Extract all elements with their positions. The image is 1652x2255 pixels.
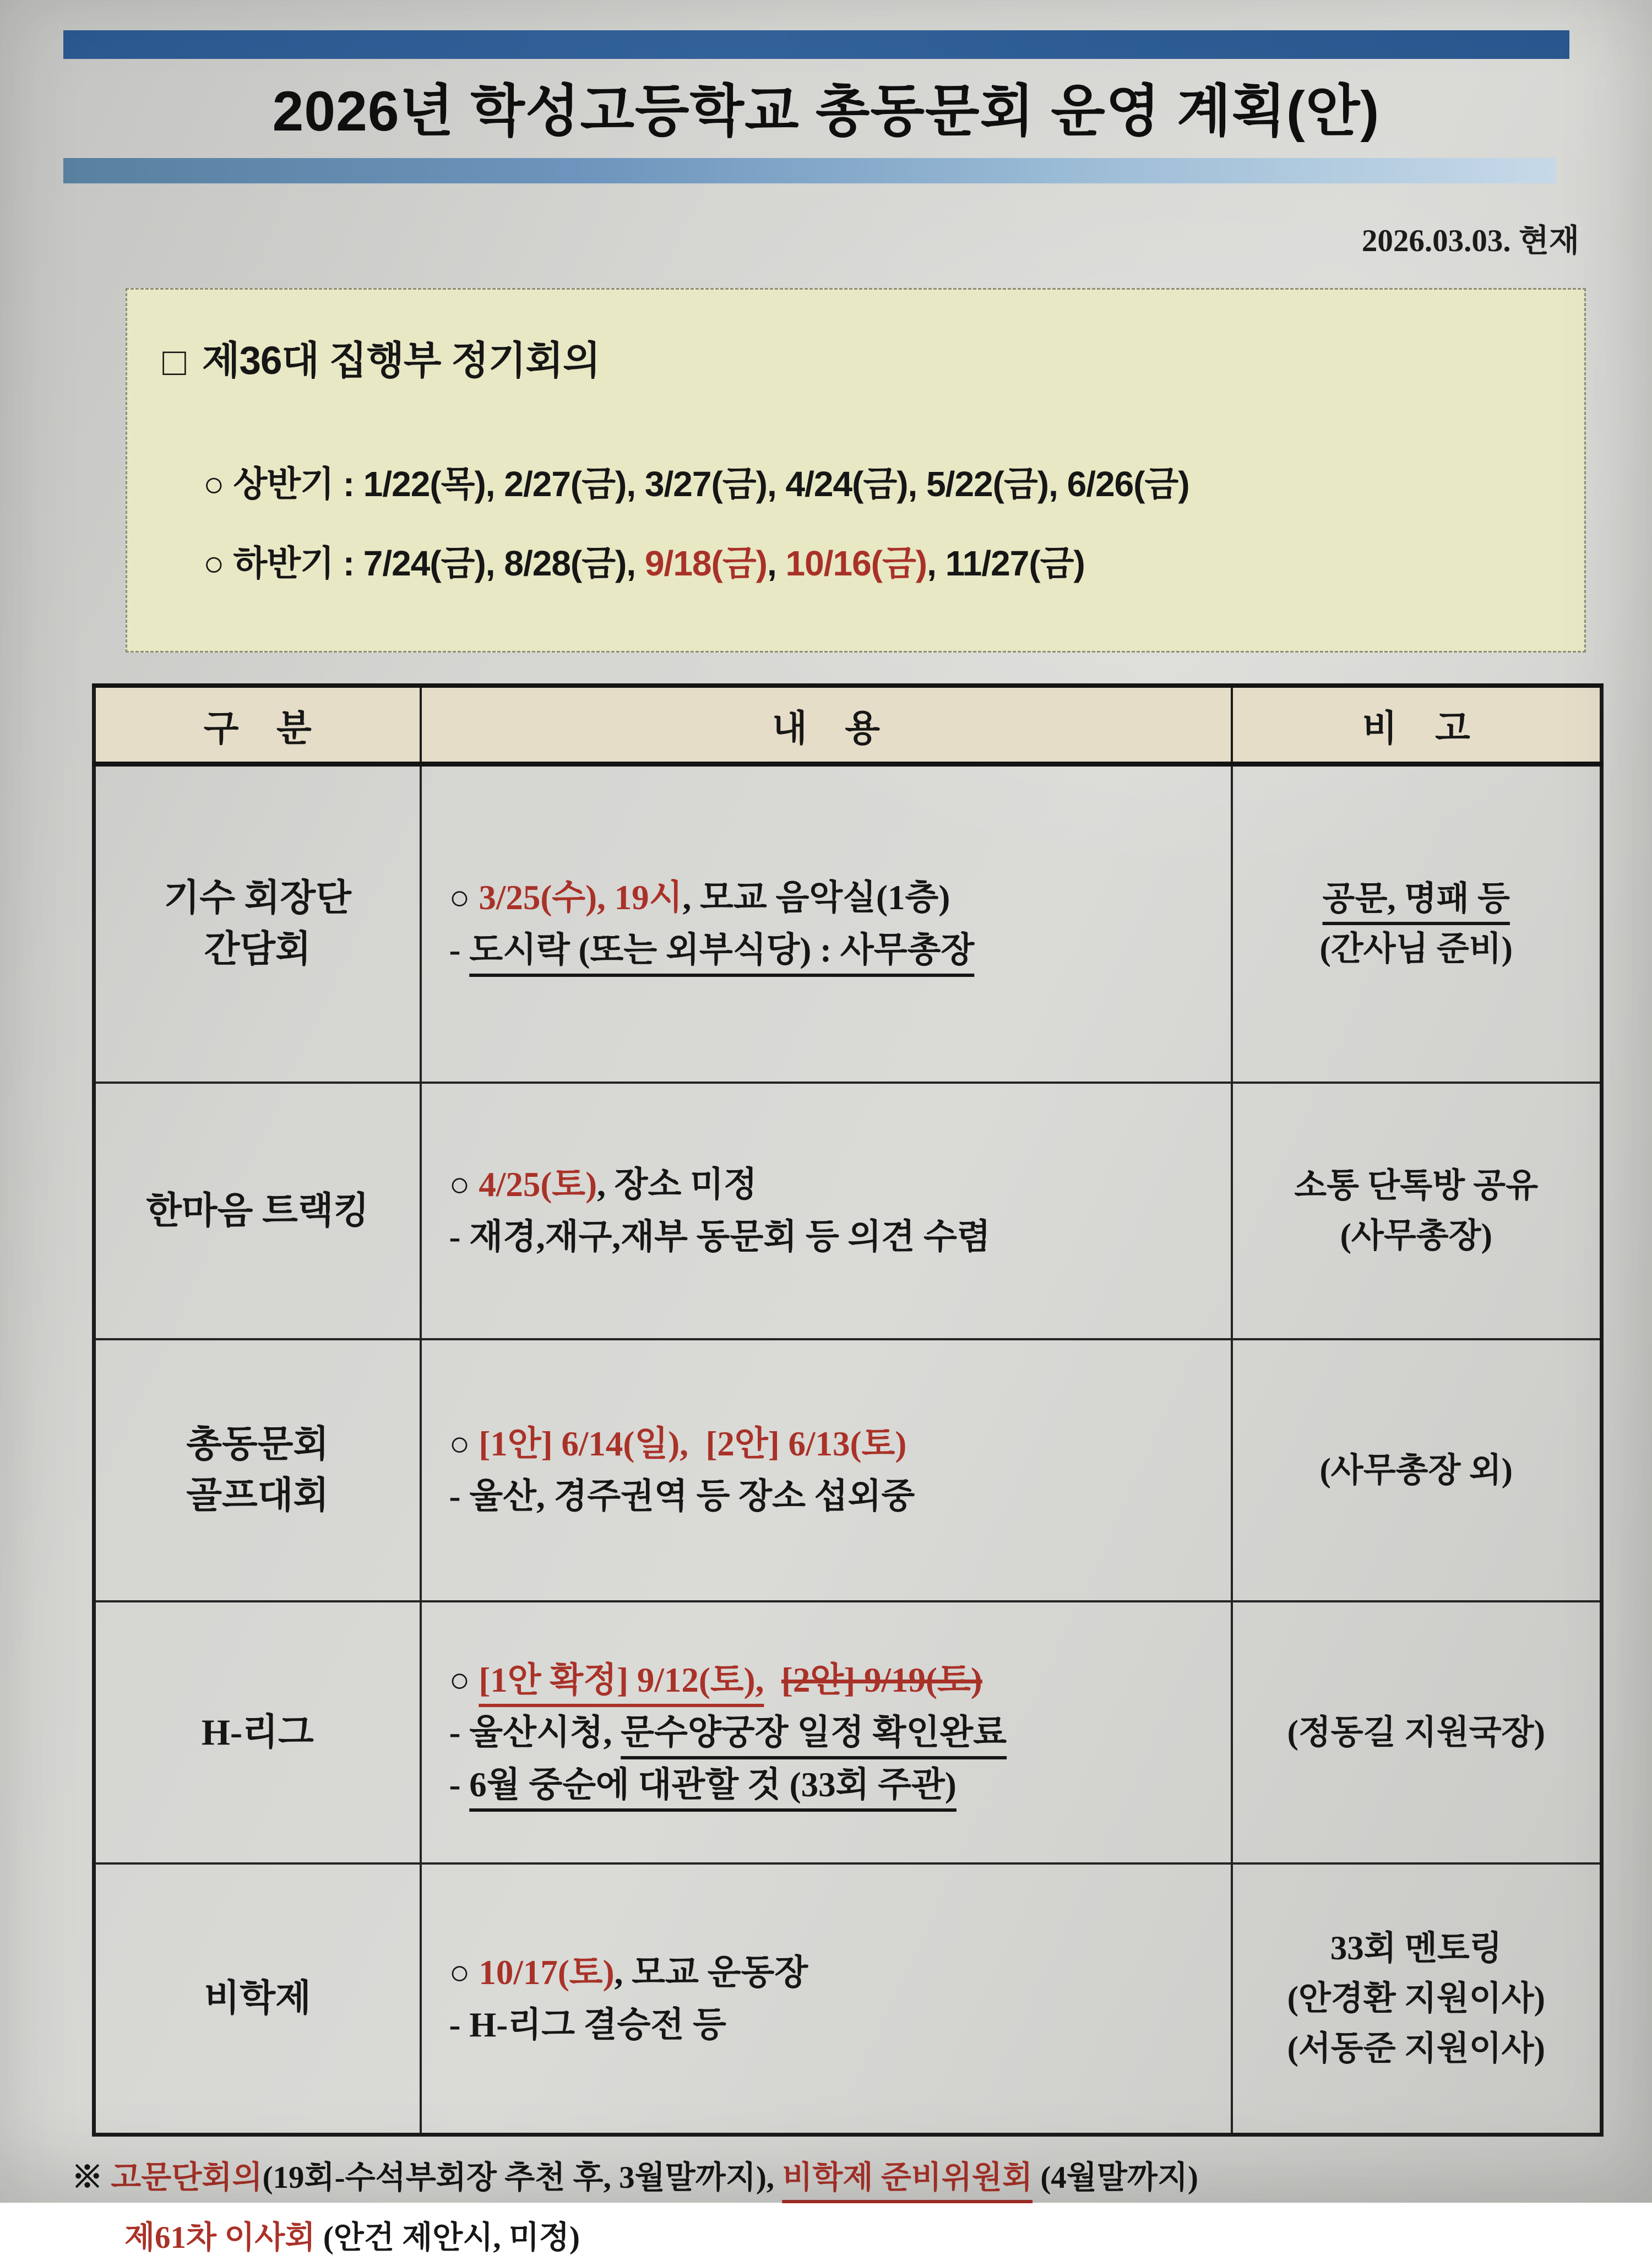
row-note: 공문, 명패 등 (간사님 준비): [1232, 764, 1602, 1083]
table-row-h-league: [94, 1601, 1602, 1863]
row-category: 비학제: [94, 1863, 421, 2135]
row-note: (사무총장 외): [1232, 1339, 1602, 1601]
page-title: 2026년 학성고등학교 총동문회 운영 계획(안): [272, 80, 1380, 143]
notice-title-text: 제36대 집행부 정기회의: [202, 339, 600, 383]
row-content: ○ 4/25(토), 장소 미정 - 재경,재구,재부 동문회 등 의견 수렴: [421, 1083, 1232, 1339]
table-header-row: [94, 686, 1602, 764]
column-header-content: 내 용: [421, 686, 1232, 764]
row-content: ○ [1안 확정] 9/12(토), [2안] 9/19(토) - 울산시청, 문수양궁장 일정 확인완료 - 6월 중순에 대관할 것 (33회 주관): [421, 1601, 1232, 1863]
checkbox-square-icon: □: [162, 340, 186, 384]
as-of-date: 2026.03.03. 현재: [1361, 224, 1579, 258]
row-category: 한마음 트랙킹: [94, 1083, 421, 1339]
row-note: 소통 단톡방 공유 (사무총장): [1232, 1083, 1602, 1339]
table-row-chapter-presidents-meeting: [94, 764, 1602, 1083]
row-content: ○ [1안] 6/14(일), [2안] 6/13(토) - 울산, 경주권역 등 장소 섭외중: [421, 1339, 1232, 1601]
row-content: ○ 3/25(수), 19시, 모교 음악실(1층) - 도시락 (또는 외부식당) : 사무총장: [421, 764, 1232, 1083]
column-header-note: 비 고: [1232, 686, 1602, 764]
meeting-schedule-lines: ○ 상반기 : 1/22(목), 2/27(금), 3/27(금), 4/24(금), 5/22(금), 6/26(금) ○ 하반기 : 7/24(금), 8/28(금), 9/18(금), 10/16(금), 11/27(금): [203, 464, 1189, 583]
row-note: (정동길 지원국장): [1232, 1601, 1602, 1863]
operation-plan-table: [92, 683, 1604, 2137]
notice-title: [162, 329, 1562, 385]
row-content: ○ 10/17(토), 모교 운동장 - H-리그 결승전 등: [421, 1863, 1232, 2135]
row-category: 기수 회장단 간담회: [94, 764, 421, 1083]
table-row-trekking: [94, 1083, 1602, 1339]
title-bottom-rule: [63, 158, 1556, 183]
regular-meeting-notice-box: [126, 288, 1586, 653]
footnote: ※ 고문단회의(19회-수석부회장 추천 후, 3월말까지), 비학제 준비위원회 (4월말까지) 제61차 이사회 (안건 제안시, 미정): [72, 2160, 1199, 2255]
row-category: H-리그: [94, 1601, 421, 1863]
table-row-bihakje: [94, 1863, 1602, 2135]
table-row-golf-tournament: [94, 1339, 1602, 1601]
row-category: 총동문회 골프대회: [94, 1339, 421, 1601]
row-note: 33회 멘토링 (안경환 지원이사) (서동준 지원이사): [1232, 1863, 1602, 2135]
column-header-category: 구 분: [94, 686, 421, 764]
title-top-rule: [63, 30, 1569, 59]
